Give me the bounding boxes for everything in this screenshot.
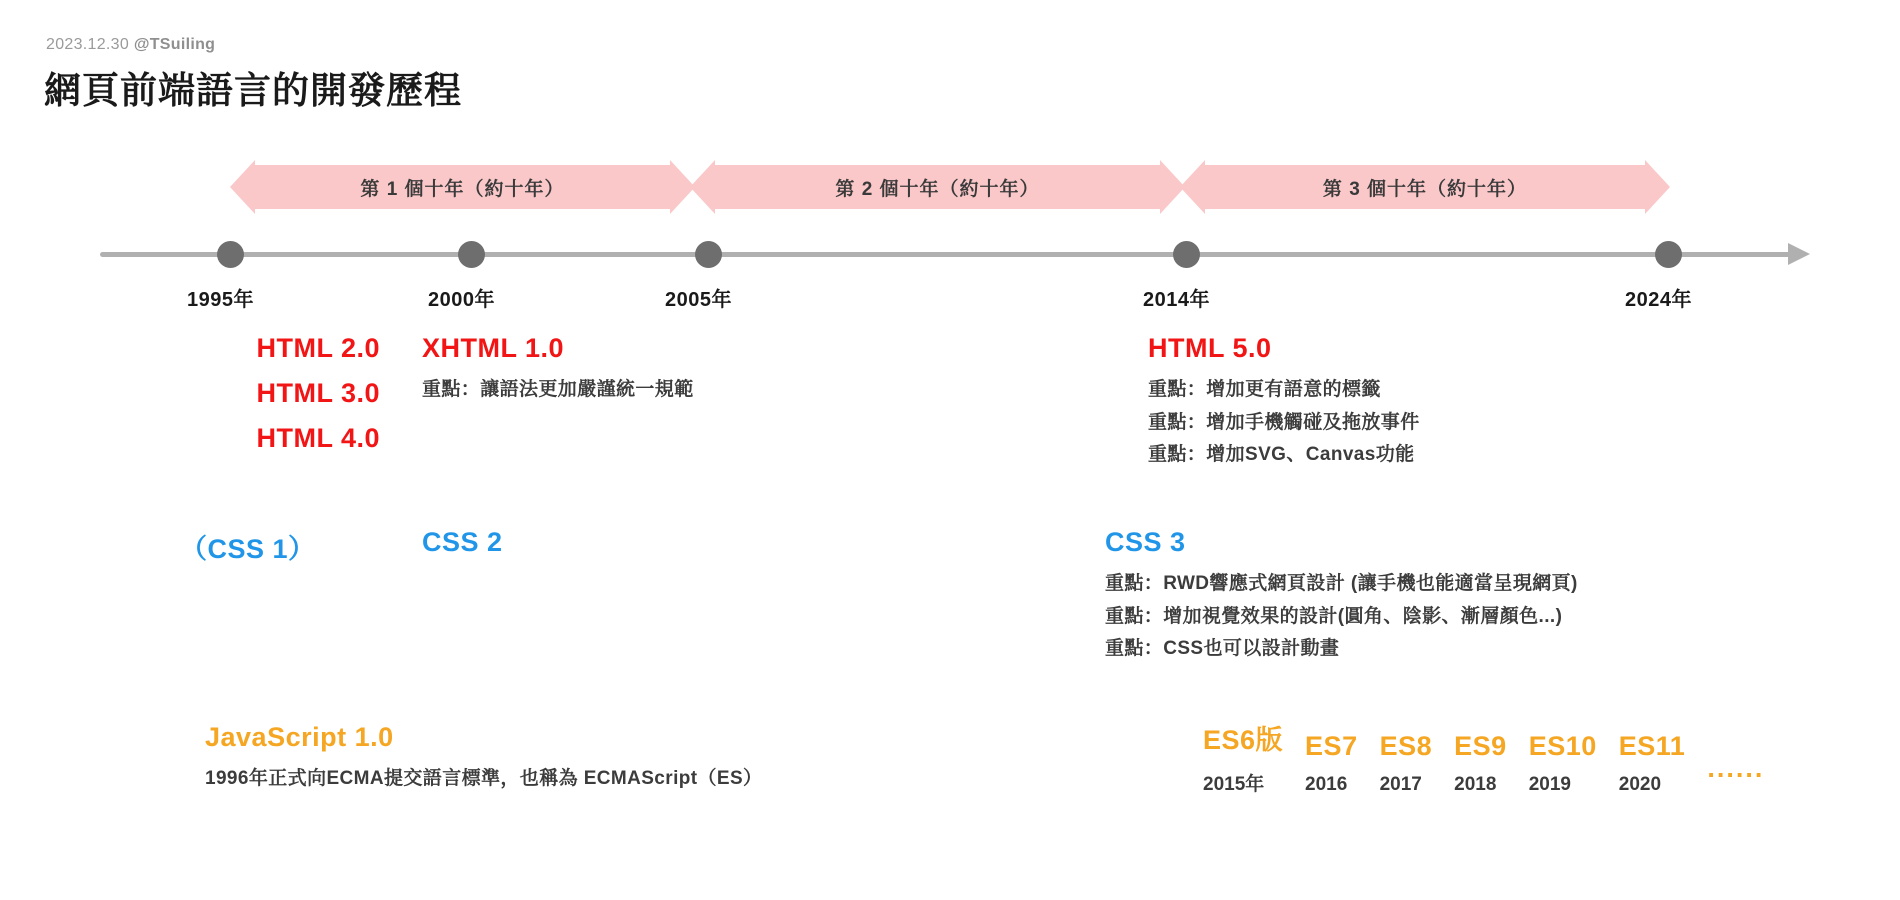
html5-note-1: 重點：增加更有語意的標籤 bbox=[1148, 379, 1381, 400]
es10-year: 2019 bbox=[1528, 774, 1571, 795]
xhtml-heading: XHTML 1.0 bbox=[422, 333, 565, 363]
html-3-label: HTML 3.0 bbox=[256, 378, 380, 408]
decade-band-1-label: 第 1 個十年（約十年） bbox=[360, 178, 565, 200]
band-arrow-right-icon bbox=[1645, 160, 1670, 214]
timeline-node-2000 bbox=[458, 241, 485, 268]
group-css2-2000 bbox=[422, 527, 503, 568]
group-css1-1995 bbox=[180, 527, 316, 576]
es6-name: ES6版 bbox=[1203, 725, 1284, 755]
meta-line bbox=[46, 36, 215, 54]
es9-name: ES9 bbox=[1454, 731, 1507, 761]
es8-name: ES8 bbox=[1379, 731, 1433, 761]
group-es-versions bbox=[1203, 718, 1786, 796]
date-text: 2023.12.30 bbox=[46, 36, 130, 53]
author-handle: @TSuiling bbox=[133, 36, 216, 53]
es-item-es9 bbox=[1454, 731, 1507, 796]
es9-year: 2018 bbox=[1454, 774, 1497, 795]
timeline-label-2000: 2000年 bbox=[428, 289, 495, 311]
es11-year: 2020 bbox=[1618, 774, 1662, 795]
timeline-node-2024 bbox=[1655, 241, 1682, 268]
css2-heading: CSS 2 bbox=[422, 527, 503, 557]
timeline-arrow-icon bbox=[1788, 243, 1810, 265]
html5-note-2: 重點：增加手機觸碰及拖放事件 bbox=[1148, 411, 1420, 433]
es-item-es11 bbox=[1619, 731, 1686, 796]
html5-heading: HTML 5.0 bbox=[1148, 333, 1272, 363]
javascript-note-1: 1996年正式向ECMA提交語言標準，也稱為 ECMAScript（ES） bbox=[205, 768, 763, 789]
es-more-label: ...... bbox=[1707, 753, 1765, 783]
timeline-axis bbox=[100, 252, 1790, 257]
decade-band-2 bbox=[715, 165, 1160, 209]
es7-year: 2016 bbox=[1305, 774, 1348, 795]
timeline-label-2014: 2014年 bbox=[1143, 289, 1210, 311]
timeline-node-2014 bbox=[1173, 241, 1200, 268]
javascript-heading: JavaScript 1.0 bbox=[205, 722, 394, 752]
band-arrow-left-icon bbox=[690, 160, 715, 214]
group-javascript-2000 bbox=[205, 722, 762, 796]
html5-note-3: 重點：增加SVG、Canvas功能 bbox=[1148, 444, 1415, 466]
html-4-label: HTML 4.0 bbox=[256, 423, 380, 453]
es-item-es10 bbox=[1529, 731, 1597, 796]
decade-band-3-label: 第 3 個十年（約十年） bbox=[1322, 178, 1528, 200]
timeline-label-2024: 2024年 bbox=[1625, 289, 1692, 311]
group-html5-2014 bbox=[1148, 333, 1420, 472]
es11-name: ES11 bbox=[1618, 731, 1686, 761]
xhtml-note-1: 重點：讓語法更加嚴謹統一規範 bbox=[422, 379, 694, 400]
es10-name: ES10 bbox=[1528, 731, 1597, 761]
es6-year: 2015年 bbox=[1203, 774, 1265, 795]
decade-band-1 bbox=[255, 165, 670, 209]
css3-note-3: 重點：CSS也可以設計動畫 bbox=[1105, 638, 1340, 660]
html-2-label: HTML 2.0 bbox=[256, 333, 380, 363]
group-css3-2014 bbox=[1105, 527, 1578, 666]
timeline-node-2005 bbox=[695, 241, 722, 268]
band-arrow-left-icon bbox=[1180, 160, 1205, 214]
es-item-es8 bbox=[1380, 731, 1433, 796]
page-title: 網頁前端語言的開發歷程 bbox=[44, 70, 462, 111]
es-item-es6 bbox=[1203, 718, 1283, 796]
timeline-label-2005: 2005年 bbox=[665, 289, 732, 311]
band-arrow-left-icon bbox=[230, 160, 255, 214]
es8-year: 2017 bbox=[1379, 774, 1422, 795]
es-version-row bbox=[1203, 718, 1786, 796]
es-item-es7 bbox=[1305, 731, 1358, 796]
timeline-node-1995 bbox=[217, 241, 244, 268]
decade-band-2-label: 第 2 個十年（約十年） bbox=[835, 178, 1040, 200]
css3-heading: CSS 3 bbox=[1105, 527, 1186, 557]
css1-heading: （CSS 1） bbox=[180, 534, 316, 564]
es-item-more bbox=[1707, 753, 1764, 796]
timeline-label-1995: 1995年 bbox=[187, 289, 254, 311]
css3-note-2: 重點：增加視覺效果的設計(圓角、陰影、漸層顏色...) bbox=[1105, 605, 1563, 627]
group-xhtml-2000 bbox=[422, 333, 694, 407]
group-html-1995 bbox=[100, 333, 380, 468]
es7-name: ES7 bbox=[1305, 731, 1358, 761]
css3-note-1: 重點：RWD響應式網頁設計 (讓手機也能適當呈現網頁) bbox=[1105, 573, 1578, 594]
decade-band-3 bbox=[1205, 165, 1645, 209]
